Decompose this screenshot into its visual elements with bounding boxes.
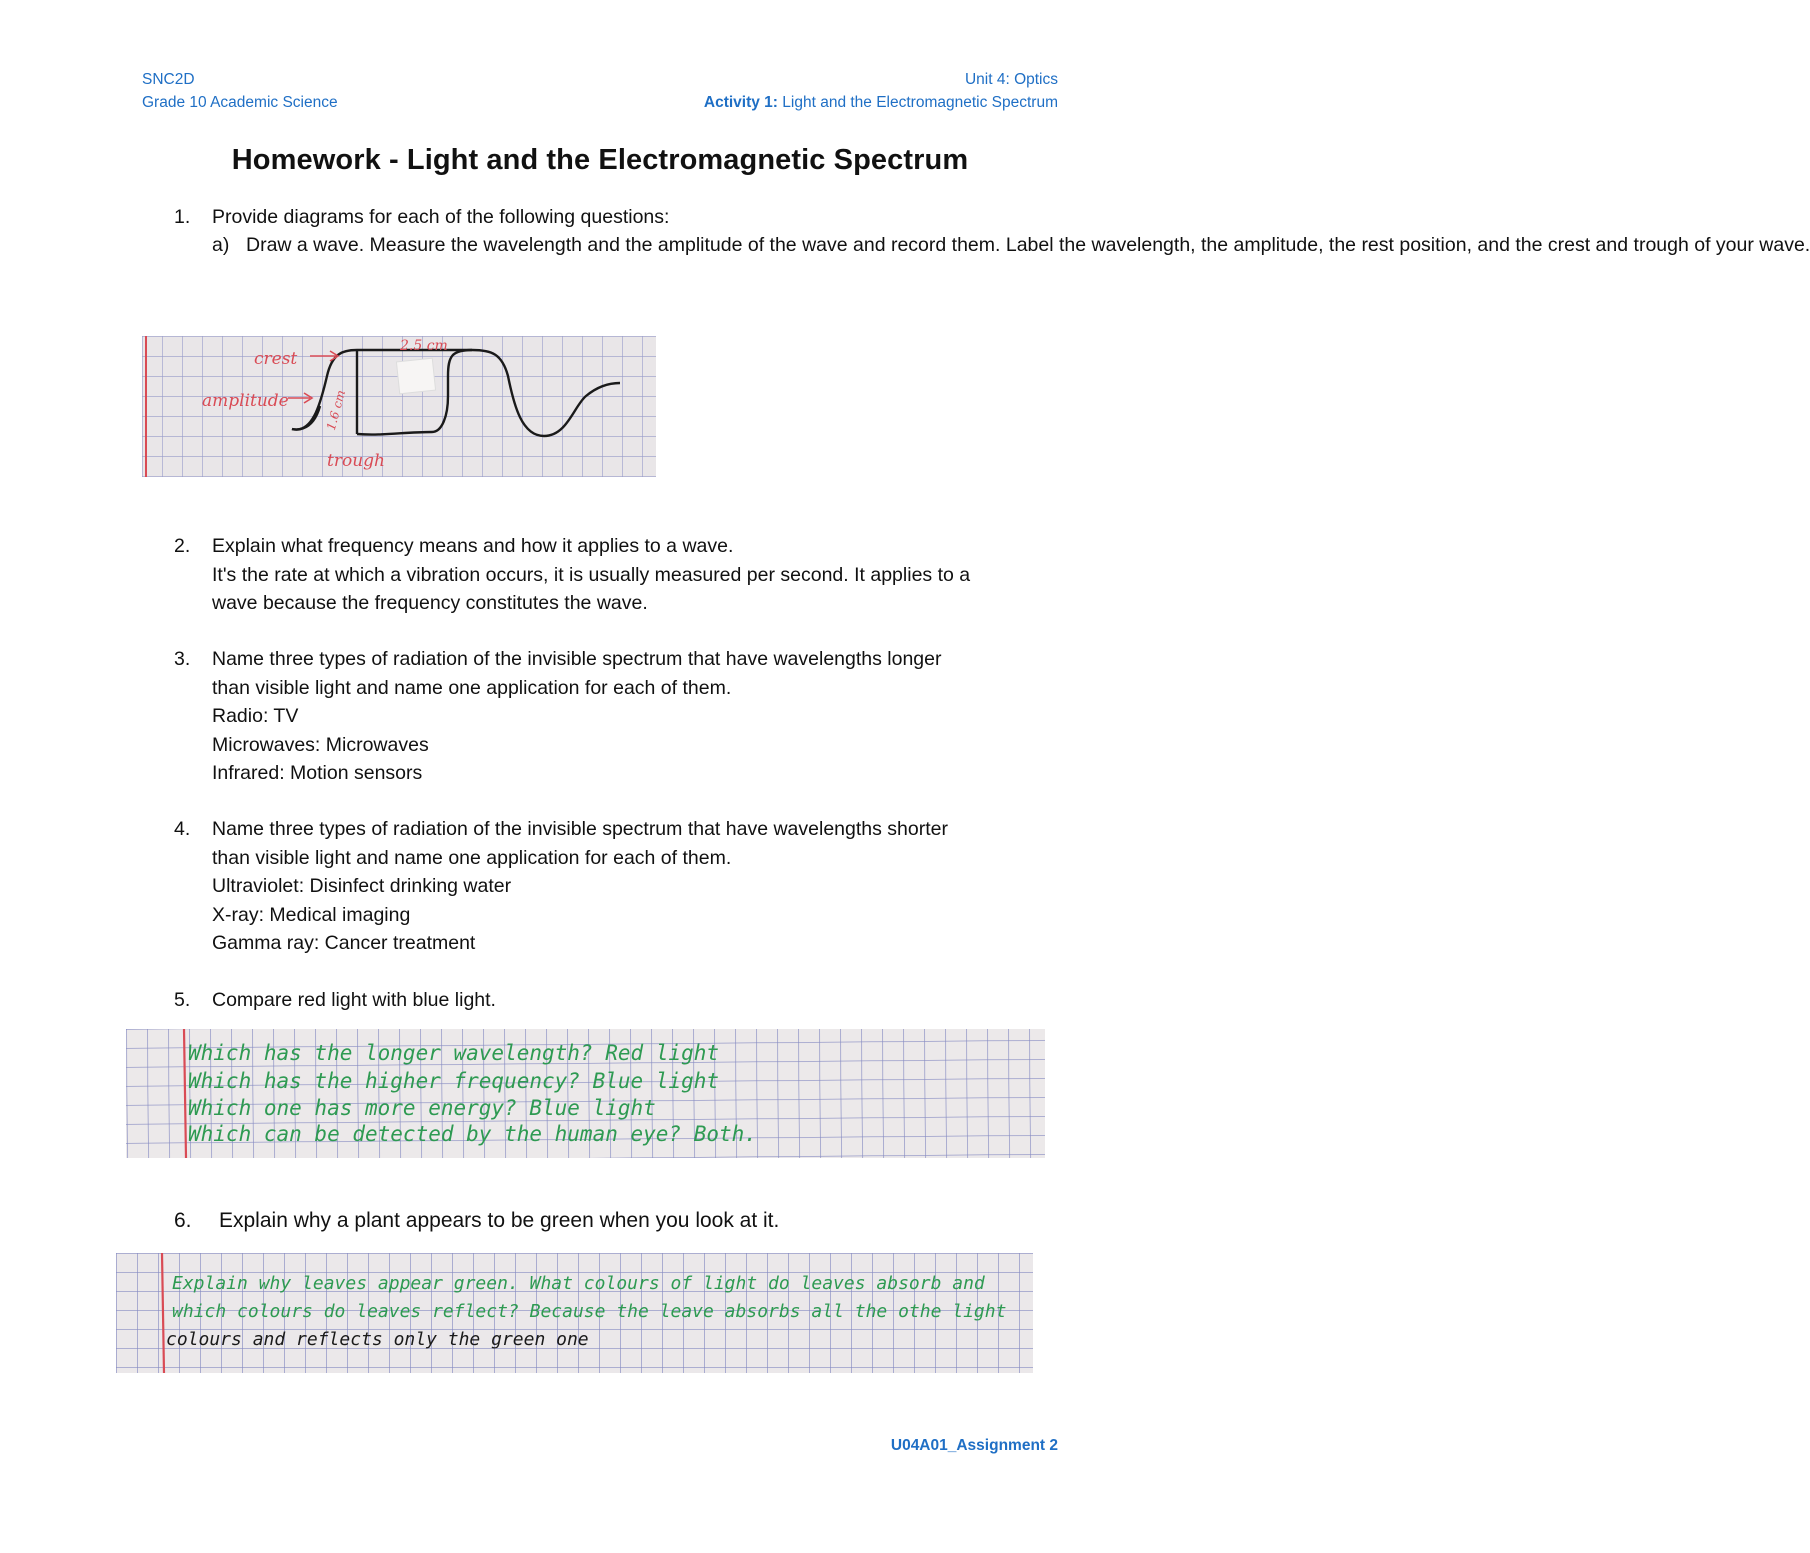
activity-prefix: Activity 1:	[703, 94, 778, 111]
footer-assignment-id: U04A01_Assignment 2	[890, 1437, 1058, 1454]
question-line: Provide diagrams for each of the following questions:	[212, 206, 670, 228]
answer-line: Gamma ray: Cancer treatment	[212, 932, 476, 954]
answer-line: Infrared: Motion sensors	[212, 762, 423, 784]
question-line: Draw a wave. Measure the wavelength and the amplitude of the wave and record	[246, 234, 947, 256]
question-number: 4.	[174, 818, 191, 840]
question-text	[212, 645, 942, 788]
handwriting-line: colours and reflects only the green one	[166, 1329, 589, 1350]
sub-question-label: a)	[212, 234, 230, 256]
question-line: them. Label the wavelength, the amplitude, the rest position, and the crest and	[951, 234, 1629, 256]
question-line: Compare red light with blue light.	[212, 989, 496, 1011]
trough-label: trough	[327, 451, 385, 471]
activity-title: Light and the Electromagnetic Spectrum	[782, 94, 1058, 111]
answer-line: It's the rate at which a vibration occurs, it is usually measured per second. It applies to a	[212, 563, 971, 586]
question-line: Name three types of radiation of the invisible spectrum that have wavelengths longer	[212, 648, 942, 670]
unit-label: Unit 4: Optics	[964, 71, 1058, 88]
question-number: 5.	[174, 989, 191, 1011]
handwriting-line: Explain why leaves appear green. What colours of light do leaves absorb and	[172, 1273, 985, 1294]
header-left	[142, 68, 338, 114]
question-line: than visible light and name one application for each of them.	[212, 676, 732, 699]
plant-answer-photo	[116, 1253, 1033, 1373]
course-name: Grade 10 Academic Science	[142, 94, 338, 111]
course-code: SNC2D	[142, 71, 195, 88]
sub-question-text	[246, 231, 1810, 260]
handwriting-line: which colours do leaves reflect? Because the leave absorbs all the othe light	[172, 1301, 1007, 1322]
handwriting-line: Which has the higher frequency? Blue light	[188, 1069, 720, 1093]
answer-line: wave because the frequency constitutes the wave.	[212, 592, 648, 614]
wave-diagram-photo	[142, 336, 656, 477]
answer-line: Microwaves: Microwaves	[212, 733, 429, 756]
header-right	[704, 68, 1058, 114]
question-number: 3.	[174, 648, 191, 670]
question-number: 6.	[174, 1209, 192, 1232]
answer-line: Ultraviolet: Disinfect drinking water	[212, 875, 512, 897]
amplitude-label: amplitude	[202, 391, 289, 411]
question-line: Name three types of radiation of the invisible spectrum that have wavelengths shorter	[212, 818, 948, 840]
question-text	[212, 532, 970, 618]
red-blue-answer-photo	[126, 1029, 1045, 1158]
question-text	[212, 986, 496, 1015]
handwriting-line: Which has the longer wavelength? Red light	[188, 1041, 720, 1065]
question-line: than visible light and name one application for each of them.	[212, 846, 732, 869]
answer-line: X-ray: Medical imaging	[212, 903, 411, 926]
activity-label	[704, 91, 1058, 114]
crest-label: crest	[254, 349, 298, 369]
wavelength-label: 2.5 cm	[400, 338, 448, 354]
question-line: trough of your wave.	[1633, 234, 1810, 256]
handwriting-line: Which can be detected by the human eye? Both.	[188, 1122, 757, 1146]
question-number: 1.	[174, 206, 191, 228]
question-text	[212, 815, 948, 958]
answer-line: Radio: TV	[212, 705, 299, 727]
page-title: Homework - Light and the Electromagnetic Spectrum	[231, 144, 969, 176]
question-line: Explain what frequency means and how it applies to a wave.	[212, 535, 734, 557]
question-number: 2.	[174, 535, 191, 557]
question-text	[212, 203, 669, 232]
amplitude-measure-label: 1.6 cm	[323, 388, 349, 432]
question-text	[219, 1207, 779, 1236]
handwriting-line: Which one has more energy? Blue light	[188, 1096, 656, 1120]
question-line: Explain why a plant appears to be green when you look at it.	[219, 1209, 780, 1232]
